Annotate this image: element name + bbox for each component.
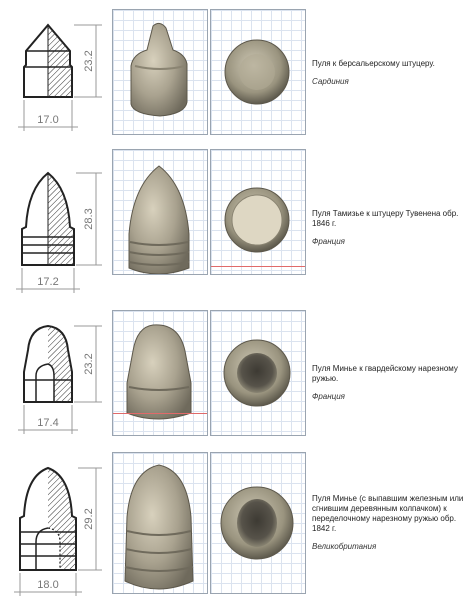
bullet-origin: Сардиния — [312, 77, 349, 86]
diameter-label: 18.0 — [37, 579, 59, 591]
reference-line — [113, 413, 207, 414]
bullet-row-3 — [0, 304, 469, 454]
diameter-label: 17.2 — [37, 276, 59, 288]
height-label: 23.2 — [83, 50, 95, 72]
technical-drawing — [6, 304, 110, 454]
bullet-caption — [312, 364, 464, 402]
technical-drawing — [6, 446, 110, 596]
diameter-label: 17.0 — [37, 114, 59, 126]
bullet-name: Пуля Минье (с выпавшим железным или сгнившим деревянным колпачком) к переделочному нарезному ружью обр. 1842 г. — [312, 494, 464, 533]
bullet-side-photo — [112, 9, 208, 135]
bullet-side-photo — [112, 149, 208, 275]
height-label: 28.3 — [83, 208, 95, 230]
bullet-caption — [312, 59, 464, 87]
bullet-row-1 — [0, 3, 469, 153]
bullet-section-outline — [24, 326, 72, 402]
bullet-origin: Великобритания — [312, 542, 377, 551]
bullet-name: Пуля к берсальерскому штуцеру. — [312, 59, 435, 68]
height-label: 29.2 — [83, 508, 95, 530]
diameter-label: 17.4 — [37, 417, 59, 429]
bullet-section-outline — [20, 468, 76, 570]
bullet-base-photo — [210, 9, 306, 135]
bullet-origin: Франция — [312, 237, 345, 246]
bullet-section-outline — [22, 173, 74, 265]
bullet-section-outline — [24, 25, 72, 97]
bullet-caption — [312, 209, 464, 247]
bullet-origin: Франция — [312, 392, 345, 401]
bullet-row-2 — [0, 143, 469, 293]
bullet-base-photo — [210, 452, 306, 594]
bullet-name: Пуля Минье к гвардейскому нарезному ружью. — [312, 364, 458, 383]
bullet-side-photo — [112, 452, 208, 594]
technical-drawing — [6, 143, 110, 293]
height-label: 23.2 — [83, 353, 95, 375]
bullet-row-4 — [0, 446, 469, 596]
bullet-side-photo — [112, 310, 208, 436]
bullet-caption — [312, 494, 464, 552]
bullet-base-photo — [210, 149, 306, 275]
reference-line — [211, 266, 305, 267]
technical-drawing — [6, 3, 110, 153]
bullet-name: Пуля Тамизье к штуцеру Тувенена обр. 1846 г. — [312, 209, 459, 228]
bullet-base-photo — [210, 310, 306, 436]
